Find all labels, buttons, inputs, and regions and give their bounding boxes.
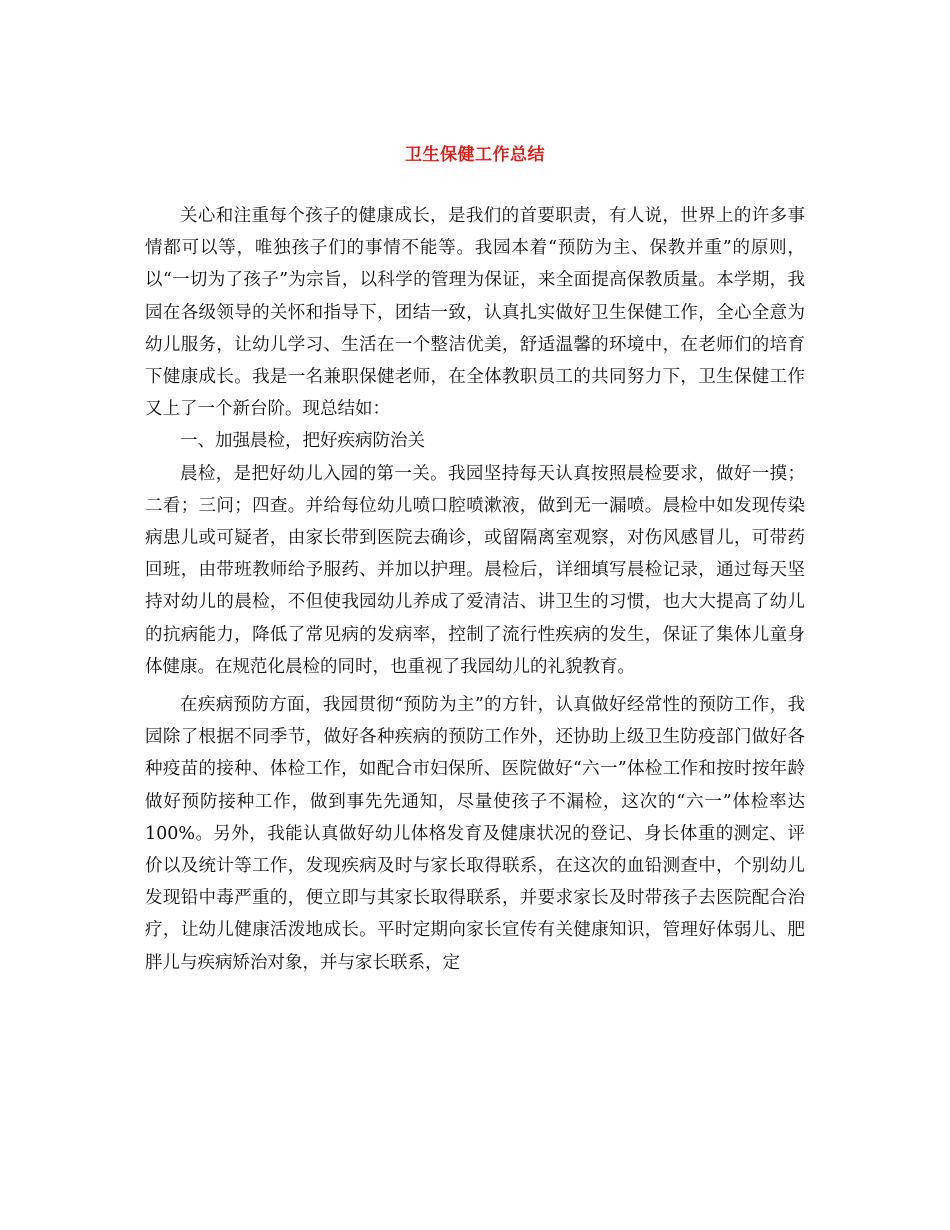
disease-prevention-paragraph: 在疾病预防方面，我园贯彻“预防为主”的方针，认真做好经常性的预防工作，我园除了根据不同季节，做好各种疾病的预防工作外，还协助上级卫生防疫部门做好各种疫苗的接种、体检工作，如配合市妇保所、医院做好“六一”体检工作和按时按年龄做好预防接种工作，做到事先先通知，尽量使孩子不漏检，这次的“六一”体检率达100%。另外，我能认真做好幼儿体格发育及健康状况的登记、身长体重的测定、评价以及统计等工作，发现疾病及时与家长取得联系，在这次的血铅测查中，个别幼儿发现铅中毒严重的，便立即与其家长取得联系，并要求家长及时带孩子去医院配合治疗，让幼儿健康活泼地成长。平时定期向家长宣传有关健康知识，管理好体弱儿、肥胖儿与疾病矫治对象，并与家长联系，定 [145,695,805,973]
document-title: 卫生保健工作总结 [405,145,545,165]
section-heading: 一、加强晨检，把好疾病防治关 [180,431,425,452]
morning-check-paragraph: 晨检，是把好幼儿入园的第一关。我园坚持每天认真按照晨检要求，做好一摸；二看；三问；四查。并给每位幼儿喷口腔喷漱液，做到无一漏喷。晨检中如发现传染病患儿或可疑者，由家长带到医院去确诊，或留隔离室观察，对伤风感冒儿，可带药回班，由带班教师给予服药、并加以护理。晨检后，详细填写晨检记录，通过每天坚持对幼儿的晨检，不但使我园幼儿养成了爱清洁、讲卫生的习惯，也大大提高了幼儿的抗病能力，降低了常见病的发病率，控制了流行性疾病的发生，保证了集体儿童身体健康。在规范化晨检的同时，也重视了我园幼儿的礼貌教育。 [145,463,805,677]
document-body [145,200,805,979]
intro-paragraph: 关心和注重每个孩子的健康成长，是我们的首要职责，有人说，世界上的许多事情都可以等，唯独孩子们的事情不能等。我园本着“预防为主、保教并重”的原则，以“一切为了孩子”为宗旨，以科学的管理为保证，来全面提高保教质量。本学期，我园在各级领导的关怀和指导下，团结一致，认真扎实做好卫生保健工作，全心全意为幼儿服务，让幼儿学习、生活在一个整洁优美，舒适温馨的环境中，在老师们的培育下健康成长。我是一名兼职保健老师，在全体教职员工的共同努力下，卫生保健工作又上了一个新台阶。现总结如： [145,206,805,420]
